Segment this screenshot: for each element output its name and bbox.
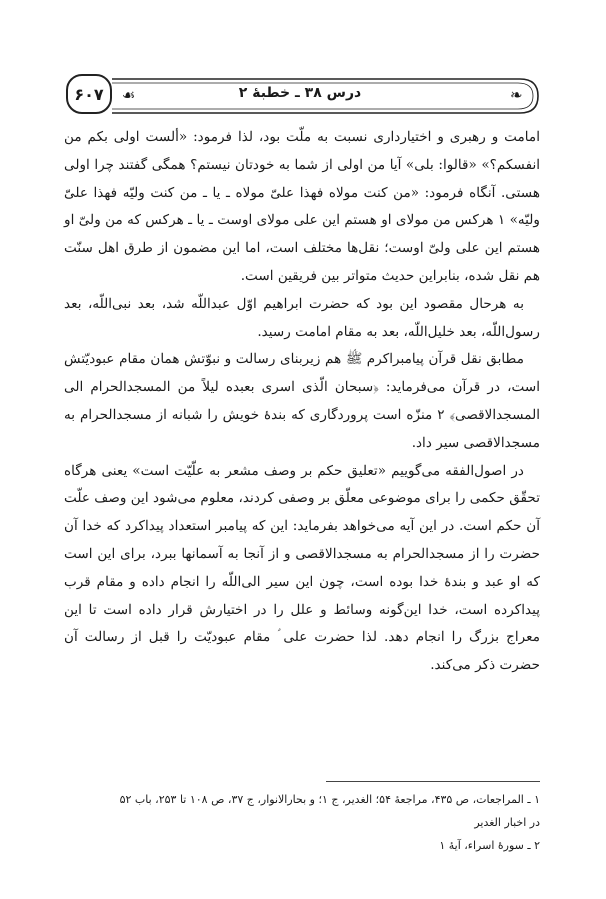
footnote-1-continuation: در اخبار الغدیر [474,816,540,829]
footnote-2: ۲ ـ سورهٔ اسراء، آیهٔ ۱ [439,839,540,852]
paragraph-1: امامت و رهبری و اختیارداری نسبت به ملّت بود، لذا فرمود: «ألست اولی بکم من انفسکم؟» «قالوا: بلی» آیا من اولی از شما به خودتان نیستم؟ همگی گفتند چرا اولی هستی. آنگاه فرمود: «من کنت مولاه فهذا علیّ مولاه ـ یا ـ من کنت ولیّه فهذا علیّ ولیّه» ۱ هرکس من مولای او هستم این علی مولای اوست ـ یا ـ هرکس که من ولیّ او هستم این علی ولیّ اوست؛ نقل‌ها مختلف است، اما این مضمون از طرق اهل سنّت هم نقل شده، بنابراین حدیث متواتر بین فریقین است. [64,129,540,284]
footnote-1: ۱ ـ المراجعات، ص ۴۳۵، مراجعهٔ ۵۴؛ الغدیر، ج ۱؛ و بحارالانوار، ج ۳۷، ص ۱۰۸ تا ۲۵۳، باب ۵۲ [119,793,540,806]
paragraph-4: در اصول‌الفقه می‌گوییم «تعلیق حکم بر وصف مشعر به علّیّت است» یعنی هرگاه تحقّق حکمی را برای موضوعی معلّق بر وصفی کردند، معلوم می‌شود این وصف علّت آن حکم است. در این آیه می‌خواهد بفرماید: این که پیامبر استعداد پیداکرد که خدا آن حضرت را از مسجدالحرام به مسجدالاقصی و از آنجا به آسمانها ببرد، برای این است که او عبد و بندهٔ خدا بوده است، چون این سیر الی‌اللّه را انجام داده و مقام قرب پیداکرده است، خدا این‌گونه وسائط و علل را در اختیارش قرار داده است تا این معراج بزرگ را انجام دهد. لذا حضرت علی ؑ مقام عبودیّت را قبل از رسالت آن حضرت ذکر می‌کند. [64,462,540,674]
paragraph-3: مطابق نقل قرآن پیامبراکرم ﷺ هم زیربنای رسالت و نبوّتش همان مقام عبودیّتش است، در قرآن می‌فرماید: ﴿سبحان الّذی اسری بعبده لیلاً من المسجدالحرام الی المسجدالاقصی﴾ ۲ منزّه است پروردگاری که بندهٔ خویش را شبانه از مسجدالحرام به مسجدالاقصی سیر داد. [64,351,540,451]
body-text [64,124,540,680]
page-number: ۶۰۷ [66,74,112,114]
ornament-right-icon: ❧ [510,86,523,104]
footnote-divider [326,781,540,782]
paragraph-2: به هرحال مقصود این بود که حضرت ابراهیم اوّل عبداللّه شد، بعد نبی‌اللّه، بعد رسول‌اللّه، بعد خلیل‌اللّه، بعد به مقام امامت رسید. [64,295,540,340]
footnotes [64,788,540,857]
running-header-title: درس ۳۸ ـ خطبهٔ ۲ [238,85,362,101]
ornament-left-icon: ☙ [122,86,136,104]
